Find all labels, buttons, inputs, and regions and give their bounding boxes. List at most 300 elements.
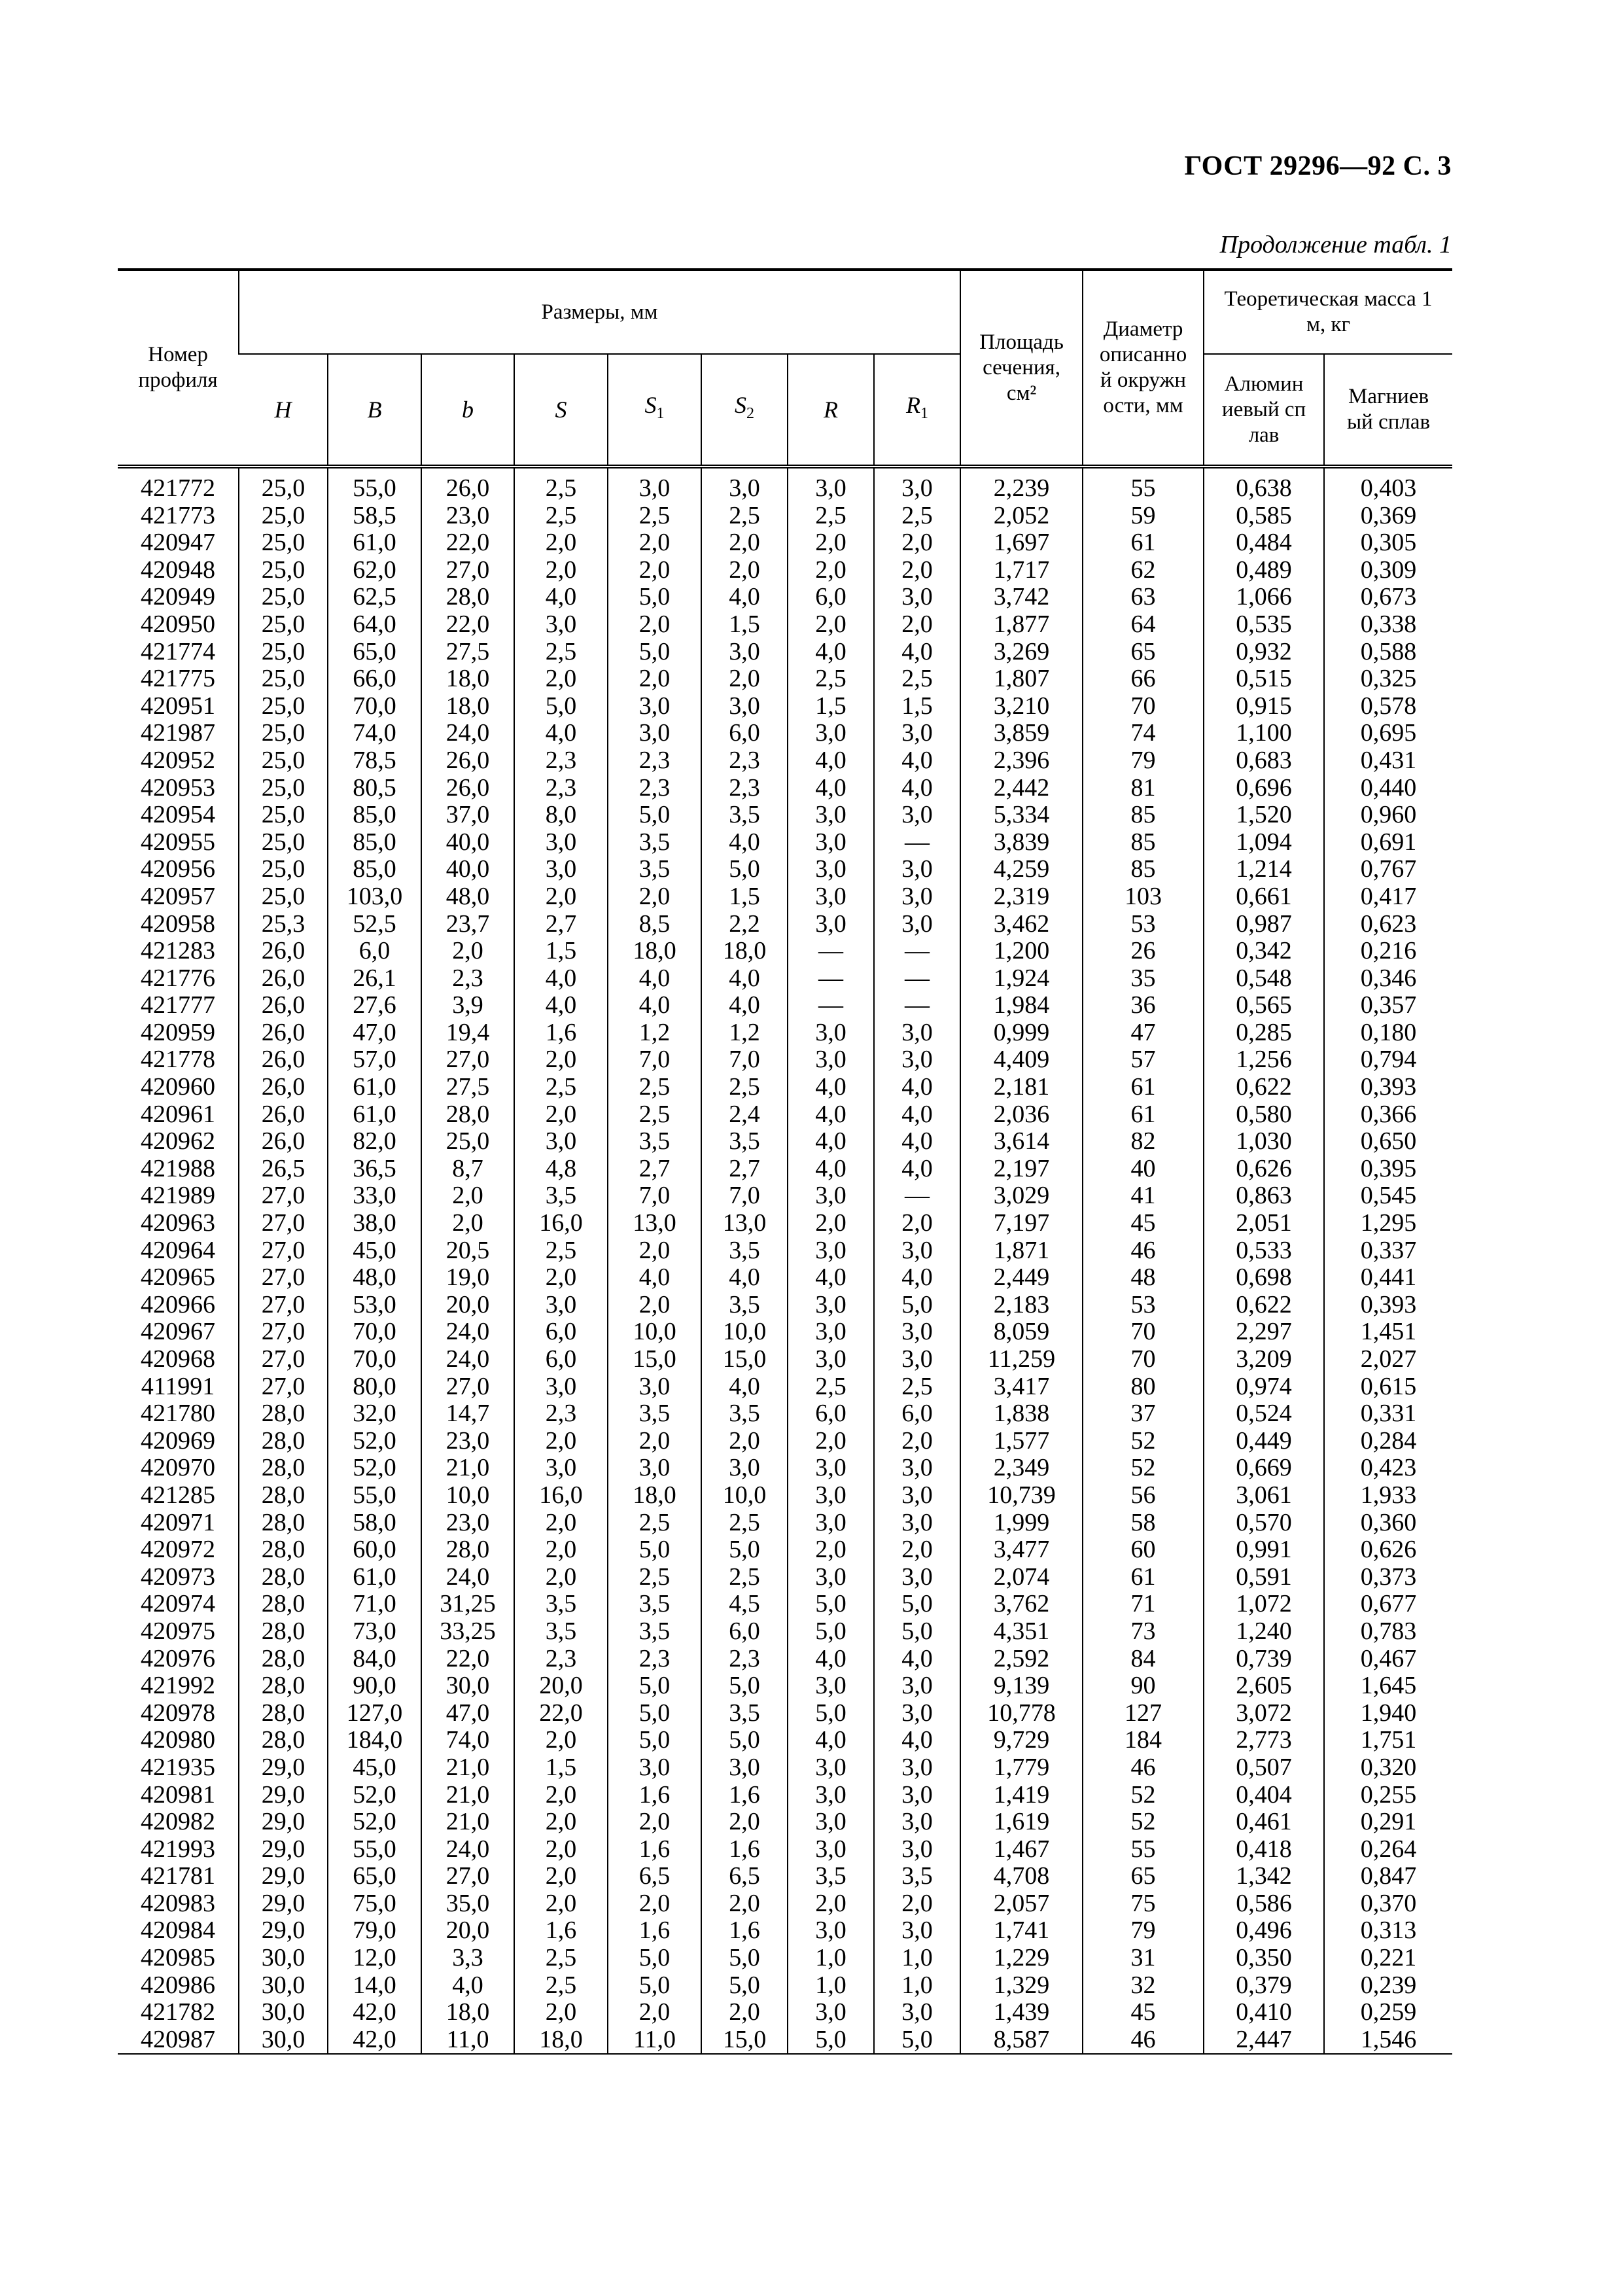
cell-profile-number: 420968: [141, 1345, 215, 1373]
cell-S2: 4,0: [701, 1373, 788, 1401]
cell-S: 8,0: [514, 802, 608, 829]
cell-R1: 3,0: [874, 1346, 960, 1373]
cell-S: 2,0: [514, 883, 608, 911]
cell-profile-number: 420973: [141, 1563, 215, 1591]
cell-S: 2,0: [514, 1510, 608, 1537]
cell-b: 8,7: [421, 1156, 514, 1183]
cell-profile-number: 421993: [141, 1835, 215, 1863]
cell-S1: 3,0: [608, 1455, 701, 1482]
cell-S1: 18,0: [608, 938, 701, 965]
cell-B: 62,0: [328, 557, 421, 584]
cell-H: 26,0: [239, 1074, 328, 1101]
cell-S1: 2,5: [608, 1510, 701, 1537]
cell-profile-number: 420981: [141, 1780, 215, 1809]
cell-diameter: 63: [1083, 584, 1204, 611]
cell-B: 52,0: [328, 1809, 421, 1836]
table-row: [118, 1999, 1452, 2026]
cell-B: 12,0: [328, 1945, 421, 1972]
table-row: [118, 1618, 1452, 1646]
cell-H: 28,0: [239, 1536, 328, 1564]
table-row: [118, 1156, 1452, 1183]
cell-R1: 4,0: [874, 1101, 960, 1129]
cell-R1: —: [874, 1182, 960, 1210]
cell-S1: 2,7: [608, 1156, 701, 1183]
cell-H: 26,5: [239, 1156, 328, 1183]
cell-H: 28,0: [239, 1428, 328, 1455]
cell-b: 28,0: [421, 1101, 514, 1129]
cell-S2: 2,2: [701, 911, 788, 938]
cell-mass-aluminum: 0,484: [1204, 529, 1324, 557]
cell-R1: 2,0: [874, 1210, 960, 1237]
table-row: [118, 1672, 1452, 1700]
cell-profile-number: 420984: [141, 1916, 215, 1945]
cell-B: 74,0: [328, 720, 421, 747]
cell-mass-aluminum: 3,072: [1204, 1700, 1324, 1727]
page-title: ГОСТ 29296—92 С. 3: [1184, 151, 1452, 181]
cell-profile-number: 420976: [141, 1644, 215, 1672]
cell-R1: 1,0: [874, 1972, 960, 2000]
table-row: [118, 1046, 1452, 1074]
cell-mass-magnesium: 0,783: [1324, 1618, 1452, 1646]
cell-S2: 3,0: [701, 639, 788, 666]
cell-profile-number: 420978: [141, 1699, 215, 1727]
cell-profile-number: 421780: [141, 1400, 215, 1428]
cell-diameter: 70: [1083, 1346, 1204, 1373]
cell-H: 28,0: [239, 1700, 328, 1727]
cell-R: 3,0: [788, 856, 874, 883]
cell-area: 1,619: [960, 1809, 1083, 1836]
cell-B: 26,1: [328, 965, 421, 993]
cell-profile-number: 421772: [141, 474, 215, 502]
cell-S2: 3,0: [701, 1455, 788, 1482]
cell-b: 37,0: [421, 802, 514, 829]
cell-mass-magnesium: 0,393: [1324, 1292, 1452, 1319]
cell-profile-number: 420956: [141, 855, 215, 883]
cell-mass-aluminum: 0,585: [1204, 503, 1324, 530]
cell-S1: 1,6: [608, 1836, 701, 1863]
cell-S: 4,8: [514, 1156, 608, 1183]
cell-profile-number: 420987: [118, 2026, 239, 2055]
table-row: [118, 1863, 1452, 1890]
cell-H: 25,3: [239, 911, 328, 938]
cell-R: 3,0: [788, 1237, 874, 1265]
table-row: [118, 1727, 1452, 1754]
cell-B: 52,5: [328, 911, 421, 938]
cell-profile-number: 420974: [141, 1590, 215, 1618]
cell-H: 28,0: [239, 1672, 328, 1700]
table-body: [118, 467, 1452, 2054]
cell-diameter: 46: [1083, 2026, 1204, 2055]
cell-mass-aluminum: 0,496: [1204, 1917, 1324, 1945]
cell-R: 4,0: [788, 1101, 874, 1129]
cell-profile-number: 420983: [141, 1889, 215, 1917]
cell-S: 16,0: [514, 1482, 608, 1510]
cell-S: 2,5: [514, 503, 608, 530]
cell-diameter: 31: [1083, 1945, 1204, 1972]
cell-mass-aluminum: 0,350: [1204, 1945, 1324, 1972]
cell-mass-magnesium: 0,255: [1324, 1782, 1452, 1809]
cell-R: 2,0: [788, 611, 874, 639]
cell-mass-magnesium: 0,588: [1324, 639, 1452, 666]
cell-S1: 1,2: [608, 1019, 701, 1047]
cell-B: 58,0: [328, 1510, 421, 1537]
cell-area: 2,181: [960, 1074, 1083, 1101]
cell-diameter: 55: [1083, 467, 1204, 503]
table-row: [118, 1210, 1452, 1237]
cell-profile-number: 411991: [141, 1372, 215, 1400]
table-row: [118, 1700, 1452, 1727]
cell-S2: 5,0: [701, 1972, 788, 2000]
cell-S1: 4,0: [608, 1264, 701, 1292]
cell-profile-number: 421775: [141, 665, 215, 693]
cell-S2: 5,0: [701, 1945, 788, 1972]
cell-S: 6,0: [514, 1346, 608, 1373]
cell-area: 7,197: [960, 1210, 1083, 1237]
cell-H: 26,0: [239, 1046, 328, 1074]
cell-H: 26,0: [239, 938, 328, 965]
cell-R: 2,0: [788, 557, 874, 584]
cell-diameter: 55: [1083, 1836, 1204, 1863]
cell-B: 78,5: [328, 747, 421, 775]
cell-S1: 2,3: [608, 747, 701, 775]
cell-diameter: 58: [1083, 1510, 1204, 1537]
cell-profile-number: 421778: [141, 1046, 215, 1074]
cell-mass-magnesium: 0,794: [1324, 1046, 1452, 1074]
cell-R: 3,0: [788, 1917, 874, 1945]
cell-B: 61,0: [328, 1074, 421, 1101]
cell-mass-magnesium: 0,216: [1324, 938, 1452, 965]
cell-b: 20,0: [421, 1917, 514, 1945]
cell-mass-magnesium: 0,431: [1324, 747, 1452, 775]
cell-mass-magnesium: 1,933: [1324, 1482, 1452, 1510]
cell-mass-aluminum: 0,507: [1204, 1754, 1324, 1782]
cell-S: 1,6: [514, 1917, 608, 1945]
cell-S1: 2,5: [608, 1564, 701, 1591]
cell-mass-magnesium: 0,650: [1324, 1128, 1452, 1156]
cell-R1: 2,0: [874, 1428, 960, 1455]
cell-b: 35,0: [421, 1890, 514, 1918]
cell-mass-aluminum: 0,638: [1204, 467, 1324, 503]
cell-mass-magnesium: 0,305: [1324, 529, 1452, 557]
cell-profile-number: 420959: [141, 1018, 215, 1046]
cell-B: 65,0: [328, 639, 421, 666]
cell-R1: 2,0: [874, 529, 960, 557]
cell-diameter: 53: [1083, 1292, 1204, 1319]
cell-B: 90,0: [328, 1672, 421, 1700]
cell-S1: 3,5: [608, 829, 701, 857]
cell-S: 2,0: [514, 665, 608, 693]
cell-H: 27,0: [239, 1182, 328, 1210]
cell-S2: 2,0: [701, 1428, 788, 1455]
cell-diameter: 64: [1083, 611, 1204, 639]
cell-B: 82,0: [328, 1128, 421, 1156]
cell-diameter: 52: [1083, 1455, 1204, 1482]
cell-profile-number: 420972: [141, 1536, 215, 1564]
cell-R: 3,0: [788, 1672, 874, 1700]
cell-S: 3,0: [514, 829, 608, 857]
table-row: [118, 503, 1452, 530]
cell-b: 3,9: [421, 992, 514, 1019]
cell-S2: 6,5: [701, 1863, 788, 1890]
table-row: [118, 1591, 1452, 1618]
profile-table: [118, 268, 1452, 2055]
cell-b: 27,0: [421, 1863, 514, 1890]
cell-B: 55,0: [328, 467, 421, 503]
cell-mass-magnesium: 0,440: [1324, 775, 1452, 802]
cell-b: 21,0: [421, 1782, 514, 1809]
cell-S1: 5,0: [608, 1945, 701, 1972]
cell-mass-magnesium: 2,027: [1324, 1346, 1452, 1373]
header-magnesium: Магниевый сплав: [1324, 354, 1452, 467]
cell-area: 1,577: [960, 1428, 1083, 1455]
cell-area: 2,442: [960, 775, 1083, 802]
cell-area: 1,924: [960, 965, 1083, 993]
cell-area: 3,762: [960, 1591, 1083, 1618]
cell-H: 26,0: [239, 965, 328, 993]
cell-H: 25,0: [239, 639, 328, 666]
cell-R: 3,0: [788, 1836, 874, 1863]
cell-S1: 7,0: [608, 1046, 701, 1074]
cell-mass-magnesium: 0,623: [1324, 911, 1452, 938]
cell-R1: 5,0: [874, 1618, 960, 1646]
cell-mass-magnesium: 1,295: [1324, 1210, 1452, 1237]
cell-area: 4,708: [960, 1863, 1083, 1890]
cell-B: 52,0: [328, 1782, 421, 1809]
table-row: [118, 693, 1452, 720]
cell-mass-aluminum: 0,535: [1204, 611, 1324, 639]
cell-b: 27,5: [421, 1074, 514, 1101]
cell-area: 2,449: [960, 1264, 1083, 1292]
cell-S2: 3,0: [701, 1754, 788, 1782]
cell-diameter: 45: [1083, 1999, 1204, 2026]
cell-S: 2,5: [514, 1074, 608, 1101]
cell-R: 1,0: [788, 1945, 874, 1972]
cell-diameter: 61: [1083, 1564, 1204, 1591]
cell-S: 2,7: [514, 911, 608, 938]
cell-R: 3,0: [788, 1318, 874, 1346]
cell-mass-aluminum: 0,987: [1204, 911, 1324, 938]
cell-R: 4,0: [788, 1074, 874, 1101]
cell-mass-magnesium: 0,366: [1324, 1101, 1452, 1129]
table-row: [118, 883, 1452, 911]
cell-mass-aluminum: 0,449: [1204, 1428, 1324, 1455]
cell-diameter: 82: [1083, 1128, 1204, 1156]
cell-mass-magnesium: 0,578: [1324, 693, 1452, 720]
cell-B: 27,6: [328, 992, 421, 1019]
cell-B: 75,0: [328, 1890, 421, 1918]
cell-b: 19,0: [421, 1264, 514, 1292]
cell-S: 2,0: [514, 1782, 608, 1809]
cell-S1: 2,0: [608, 611, 701, 639]
cell-B: 36,5: [328, 1156, 421, 1183]
cell-S2: 4,0: [701, 965, 788, 993]
cell-mass-aluminum: 3,061: [1204, 1482, 1324, 1510]
cell-b: 18,0: [421, 665, 514, 693]
cell-H: 27,0: [239, 1318, 328, 1346]
cell-R1: 1,0: [874, 1945, 960, 1972]
cell-R: 3,5: [788, 1863, 874, 1890]
cell-b: 26,0: [421, 775, 514, 802]
table-row: [118, 965, 1452, 993]
cell-S: 18,0: [514, 2026, 608, 2055]
cell-R1: —: [874, 965, 960, 993]
cell-H: 30,0: [239, 2026, 328, 2055]
cell-R1: 3,0: [874, 1700, 960, 1727]
cell-mass-magnesium: 1,451: [1324, 1318, 1452, 1346]
cell-mass-magnesium: 0,284: [1324, 1428, 1452, 1455]
cell-R: 5,0: [788, 1618, 874, 1646]
table-row: [118, 1264, 1452, 1292]
cell-H: 25,0: [239, 856, 328, 883]
cell-R1: 3,5: [874, 1863, 960, 1890]
cell-diameter: 103: [1083, 883, 1204, 911]
cell-H: 28,0: [239, 1618, 328, 1646]
cell-S: 3,5: [514, 1182, 608, 1210]
cell-R: 2,5: [788, 1373, 874, 1401]
table-row: [118, 665, 1452, 693]
cell-S2: 3,0: [701, 467, 788, 503]
cell-S2: 7,0: [701, 1046, 788, 1074]
cell-mass-aluminum: 0,591: [1204, 1564, 1324, 1591]
cell-diameter: 127: [1083, 1700, 1204, 1727]
cell-diameter: 80: [1083, 1373, 1204, 1401]
cell-mass-magnesium: 1,940: [1324, 1700, 1452, 1727]
cell-R: 3,0: [788, 1510, 874, 1537]
cell-S: 2,0: [514, 1264, 608, 1292]
cell-mass-aluminum: 0,489: [1204, 557, 1324, 584]
cell-H: 30,0: [239, 1945, 328, 1972]
cell-S: 1,6: [514, 1019, 608, 1047]
cell-mass-aluminum: 0,669: [1204, 1455, 1324, 1482]
cell-H: 28,0: [239, 1482, 328, 1510]
cell-H: 29,0: [239, 1917, 328, 1945]
cell-R: 4,0: [788, 1646, 874, 1673]
table-row: [118, 1318, 1452, 1346]
cell-b: 30,0: [421, 1672, 514, 1700]
cell-R1: 3,0: [874, 1510, 960, 1537]
table-row: [118, 829, 1452, 857]
cell-H: 27,0: [239, 1346, 328, 1373]
cell-H: 30,0: [239, 1999, 328, 2026]
cell-profile-number: 421987: [141, 719, 215, 747]
cell-profile-number: 420953: [141, 773, 215, 802]
cell-area: 1,717: [960, 557, 1083, 584]
cell-B: 73,0: [328, 1618, 421, 1646]
cell-H: 30,0: [239, 1972, 328, 2000]
cell-mass-magnesium: 0,395: [1324, 1156, 1452, 1183]
cell-S1: 2,3: [608, 775, 701, 802]
cell-B: 48,0: [328, 1264, 421, 1292]
cell-S2: 3,5: [701, 1237, 788, 1265]
cell-H: 29,0: [239, 1836, 328, 1863]
cell-diameter: 84: [1083, 1646, 1204, 1673]
cell-area: 11,259: [960, 1346, 1083, 1373]
cell-R: 3,0: [788, 1809, 874, 1836]
cell-R1: 5,0: [874, 2026, 960, 2055]
cell-S1: 1,6: [608, 1782, 701, 1809]
cell-S2: 6,0: [701, 720, 788, 747]
cell-H: 25,0: [239, 747, 328, 775]
cell-R: 2,0: [788, 1536, 874, 1564]
cell-S2: 3,5: [701, 1292, 788, 1319]
cell-profile-number: 420948: [141, 556, 215, 584]
cell-S2: 5,0: [701, 856, 788, 883]
cell-R: 4,0: [788, 1727, 874, 1754]
cell-R: 3,0: [788, 1182, 874, 1210]
cell-S1: 5,0: [608, 639, 701, 666]
cell-mass-magnesium: 0,320: [1324, 1754, 1452, 1782]
cell-diameter: 70: [1083, 693, 1204, 720]
cell-mass-aluminum: 1,520: [1204, 802, 1324, 829]
cell-R: 5,0: [788, 2026, 874, 2055]
cell-diameter: 61: [1083, 1101, 1204, 1129]
cell-b: 24,0: [421, 1318, 514, 1346]
table-row: [118, 584, 1452, 611]
cell-diameter: 61: [1083, 529, 1204, 557]
cell-S: 2,0: [514, 1863, 608, 1890]
cell-R1: 3,0: [874, 1672, 960, 1700]
cell-diameter: 37: [1083, 1400, 1204, 1428]
cell-S: 2,5: [514, 467, 608, 503]
cell-S1: 2,5: [608, 503, 701, 530]
cell-diameter: 47: [1083, 1019, 1204, 1047]
cell-profile-number: 421774: [141, 637, 215, 665]
cell-b: 2,3: [421, 965, 514, 993]
cell-S1: 5,0: [608, 584, 701, 611]
table-row: [118, 1237, 1452, 1265]
table-row: [118, 1945, 1452, 1972]
cell-area: 1,467: [960, 1836, 1083, 1863]
cell-R1: 3,0: [874, 720, 960, 747]
cell-diameter: 184: [1083, 1727, 1204, 1754]
cell-mass-aluminum: 0,570: [1204, 1510, 1324, 1537]
cell-R: 1,0: [788, 1972, 874, 2000]
cell-b: 33,25: [421, 1618, 514, 1646]
table-row: [118, 992, 1452, 1019]
cell-R1: 3,0: [874, 1782, 960, 1809]
table-header: [118, 270, 1452, 467]
cell-b: 14,7: [421, 1400, 514, 1428]
table-row: [118, 802, 1452, 829]
cell-mass-magnesium: 0,338: [1324, 611, 1452, 639]
cell-R: 2,0: [788, 1890, 874, 1918]
cell-S2: 2,5: [701, 1074, 788, 1101]
cell-area: 2,592: [960, 1646, 1083, 1673]
cell-R: 4,0: [788, 747, 874, 775]
cell-mass-magnesium: 0,259: [1324, 1999, 1452, 2026]
cell-B: 62,5: [328, 584, 421, 611]
cell-area: 0,999: [960, 1019, 1083, 1047]
table-row: [118, 1101, 1452, 1129]
cell-profile-number: 421283: [141, 937, 215, 965]
cell-R1: 3,0: [874, 1917, 960, 1945]
cell-diameter: 61: [1083, 1074, 1204, 1101]
cell-R1: 3,0: [874, 1999, 960, 2026]
cell-H: 27,0: [239, 1237, 328, 1265]
cell-mass-magnesium: 0,221: [1324, 1945, 1452, 1972]
table-row: [118, 1510, 1452, 1537]
cell-S1: 5,0: [608, 1536, 701, 1564]
cell-R1: 3,0: [874, 1455, 960, 1482]
cell-mass-aluminum: 0,565: [1204, 992, 1324, 1019]
cell-mass-magnesium: 0,370: [1324, 1890, 1452, 1918]
cell-profile-number: 420958: [141, 910, 215, 938]
cell-S: 2,5: [514, 639, 608, 666]
cell-S1: 5,0: [608, 1972, 701, 2000]
table-row: [118, 1074, 1452, 1101]
cell-b: 24,0: [421, 1836, 514, 1863]
cell-S2: 2,0: [701, 665, 788, 693]
